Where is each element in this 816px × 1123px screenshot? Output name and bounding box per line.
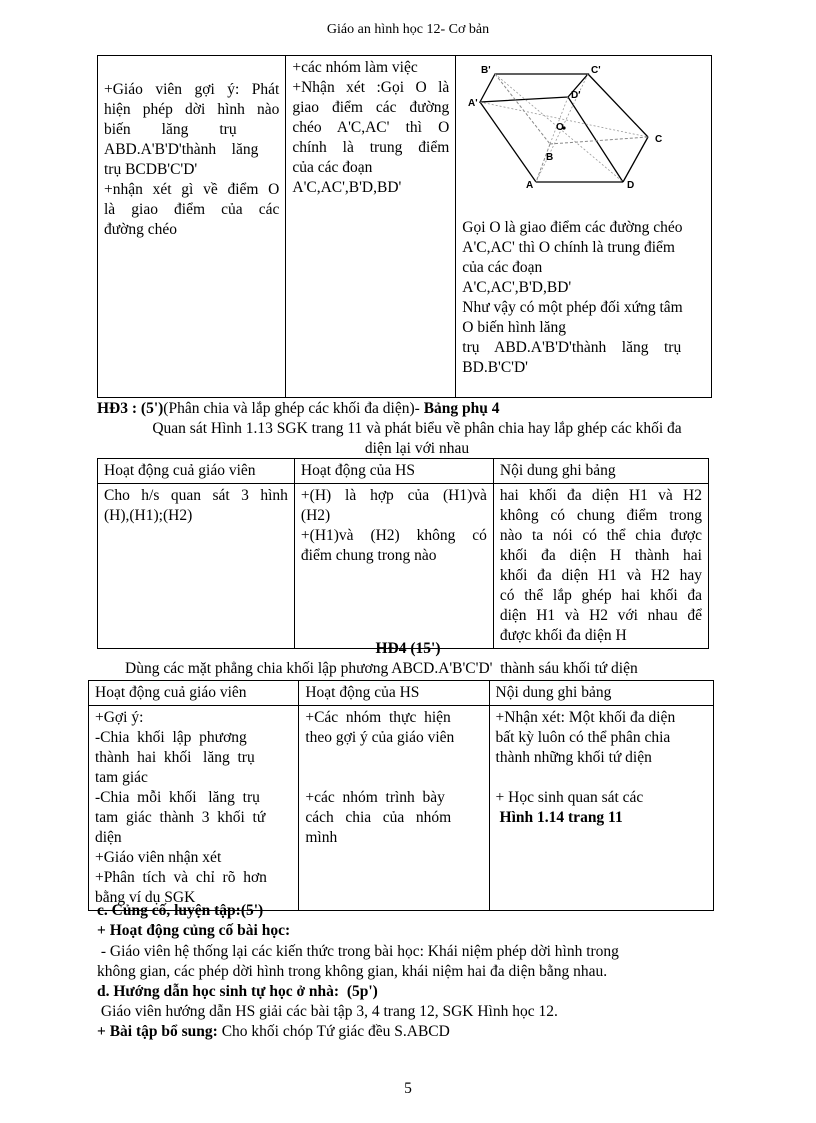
table3-col1-line: bằng ví dụ SGK [95, 889, 196, 906]
table1-col1-line: biến lăng trụ [104, 121, 237, 138]
hd3-intro-line: diện lại với nhau [364, 440, 470, 457]
table3-col3-line [496, 808, 707, 828]
table3-col1 [89, 706, 299, 911]
table2-col3-line: có thể lắp ghép hai khối đa [499, 587, 702, 604]
table3-col3 [489, 706, 713, 911]
hd3-intro-line: Quan sát Hình 1.13 SGK trang 11 và phát biểu về phân chia hay lắp ghép các khối đa [152, 420, 682, 437]
table3-col1-line: diện [95, 829, 122, 846]
label-Cp: C' [591, 65, 601, 76]
table1-col2-line: +các nhóm làm việc [292, 59, 418, 76]
table2-col3 [493, 484, 708, 649]
table2-col2-line: điểm chung trong nào [300, 547, 437, 564]
table1-col3 [456, 56, 712, 398]
label-B: B [546, 152, 554, 163]
table3-col1-line: +Phân tích và chỉ rõ hơn [95, 869, 267, 886]
table3-col2-line: theo gợi ý của giáo viên [305, 729, 455, 746]
hd4-title: HĐ4 (15') [375, 640, 441, 657]
label-O: O [556, 122, 565, 133]
table2-col1-line: (H),(H1);(H2) [104, 507, 193, 524]
table1-col1-line: hiện phép dời hình nào [104, 101, 280, 118]
table-hd3 [97, 458, 709, 649]
table3-col2-line: +Các nhóm thực hiện [305, 709, 451, 726]
table1-col2 [286, 56, 456, 398]
table-hd4 [88, 680, 714, 911]
table2-header-1: Hoạt động cuả giáo viên [98, 459, 295, 484]
label-Dp: D' [571, 90, 581, 101]
table3-col1-line: tam giác thành 3 khối tứ [95, 809, 266, 826]
table2-col2-line: +(H) là hợp của (H1)và [300, 487, 487, 504]
table2-col2-line: +(H1)và (H2) không có [300, 527, 487, 544]
hd3-title-b: (Phân chia và lắp ghép các khối đa diện)- [163, 400, 424, 417]
table1-col3-line: O biến hình lăng [462, 319, 567, 336]
table1-col1-line: ABD.A'B'D'thành lăng [104, 141, 259, 158]
section-c-line2: không gian, các phép dời hình trong không gian, khái niệm hai đa diện bằng nhau. [97, 963, 608, 980]
table1-col1-line: trụ BCDB'C'D' [104, 161, 198, 178]
table3-col2-line: +các nhóm trình bày [305, 789, 445, 806]
table1-col3-line: Như vậy có một phép đối xứng tâm [462, 299, 683, 316]
table2-col3-line: khối đa diện H1 và H2 hay [499, 567, 702, 584]
section-c-sub: + Hoạt động củng cố bài học: [97, 922, 291, 939]
label-C: C [655, 134, 663, 145]
section-c-title: c. Củng cố, luyện tập:(5') [97, 902, 264, 919]
label-A: A [526, 180, 534, 191]
label-D: D [627, 180, 635, 191]
table3-col3-line: +Nhận xét: Một khối đa diện [495, 709, 676, 726]
table2-col3-line: được khối đa diện H [499, 627, 627, 644]
table2-col3-line: khối đa diện H thành hai [499, 547, 702, 564]
hd3-intro [97, 419, 737, 459]
table2-col2-line: (H2) [300, 507, 331, 524]
table3-col1-line: thành hai khối lăng trụ [95, 749, 255, 766]
table1-col1-line: là giao điểm của các [104, 201, 280, 218]
table3-col2-line: mình [305, 829, 338, 846]
section-d-extra [97, 1022, 450, 1042]
table2-col1 [98, 484, 295, 649]
table1-col3-line: A'C,AC' thì O chính là trung điểm [462, 239, 675, 256]
table3-col1-line: +Gợi ý: [95, 709, 144, 726]
table3-col2-line: cách chia của nhóm [305, 809, 452, 826]
table3-col1-line: -Chia khối lập phương [95, 729, 247, 746]
table1-col2-line: chính là trung điểm [292, 139, 450, 156]
table1-col3-line: Gọi O là giao điểm các đường chéo [462, 219, 683, 236]
table3-header-2: Hoạt động của HS [299, 681, 489, 706]
table1-col2-line: của các đoạn [292, 159, 373, 176]
table1-col3-line: BD.B'C'D' [462, 359, 528, 376]
hd4-intro: Dùng các mặt phẳng chia khối lập phương ABCD.A'B'C'D' thành sáu khối tứ diện [125, 660, 638, 677]
table3-header-3: Nội dung ghi bảng [489, 681, 713, 706]
section-d-extra-text: Cho khối chóp Tứ giác đều S.ABCD [217, 1023, 450, 1040]
section-c-line1: - Giáo viên hệ thống lại các kiến thức trong bài học: Khái niệm phép dời hình trong [97, 943, 619, 960]
table3-col1-line: -Chia mỗi khối lăng trụ [95, 789, 260, 806]
table2-col2 [294, 484, 493, 649]
table1-col1 [98, 56, 286, 398]
table3-col3-line: bất kỳ luôn có thể phân chia [495, 729, 671, 746]
label-Bp: B' [481, 65, 491, 76]
table3-col3-line: thành những khối tứ diện [495, 749, 652, 766]
section-d-extra-label: + Bài tập bổ sung: [97, 1023, 218, 1040]
hd3-title-a: HĐ3 : (5') [97, 400, 164, 417]
table1-col1-line: +Giáo viên gợi ý: Phát [104, 81, 280, 98]
table1-col2-line: giao điểm các đường [292, 99, 450, 116]
table2-header-2: Hoạt động của HS [294, 459, 493, 484]
table3-col1-line: +Giáo viên nhận xét [95, 849, 222, 866]
table1-col2-line: A'C,AC',B'D,BD' [292, 179, 402, 196]
table2-header-3: Nội dung ghi bảng [493, 459, 708, 484]
table3-col2 [299, 706, 489, 911]
table2-col3-line: không có chung điểm trong [499, 507, 702, 524]
table2-col3-line: nào ta nói có thể chia được [499, 527, 702, 544]
table3-col3-line: + Học sinh quan sát các [495, 789, 644, 806]
table-hd2 [97, 55, 712, 398]
page-header: Giáo an hình học 12- Cơ bản [326, 22, 490, 37]
page-number: 5 [404, 1080, 412, 1097]
section-d-line1: Giáo viên hướng dẫn HS giải các bài tập 3, 4 trang 12, SGK Hình học 12. [97, 1003, 558, 1020]
table1-col3-line: trụ ABD.A'B'D'thành lăng trụ [462, 339, 682, 356]
prism-figure [468, 62, 688, 192]
table1-col3-line: của các đoạn [462, 259, 543, 276]
label-Ap: A' [468, 98, 478, 109]
table1-col3-line: A'C,AC',B'D,BD' [462, 279, 572, 296]
table2-col3-line: hai khối đa diện H1 và H2 [499, 487, 702, 504]
table1-col2-line: chéo A'C,AC' thì O [292, 119, 450, 136]
table3-col3-figure-ref: Hình 1.14 trang 11 [499, 809, 623, 826]
table3-col1-line: tam giác [95, 769, 148, 786]
section-d-title: d. Hướng dẫn học sinh tự học ở nhà: (5p') [97, 983, 378, 1000]
table3-header-1: Hoạt động cuả giáo viên [89, 681, 299, 706]
table1-col1-line: đường chéo [104, 221, 177, 238]
hd3-title [97, 399, 500, 419]
hd3-title-c: Bảng phụ 4 [423, 400, 500, 417]
table1-col1-line: +nhận xét gì về điểm O [104, 181, 280, 198]
table2-col3-line: diện H1 và H2 với nhau để [499, 607, 702, 624]
table2-col1-line: Cho h/s quan sát 3 hình [104, 487, 288, 504]
table1-col2-line: +Nhận xét :Gọi O là [292, 79, 450, 96]
